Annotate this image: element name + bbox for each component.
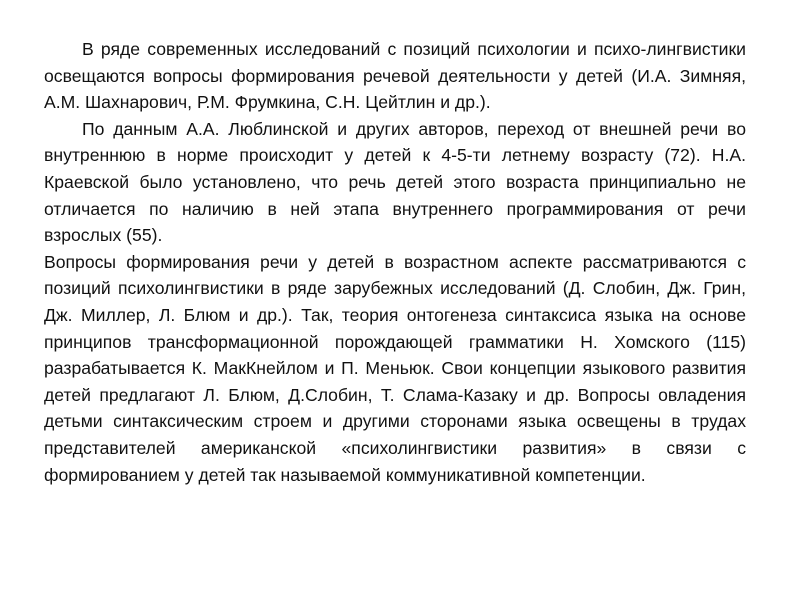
paragraph-1: В ряде современных исследований с позиций психологии и психо-лингвистики освещаются вопросы формирования речевой деятельности у детей (И.А. Зимняя, А.М. Шахнарович, Р.М. Фрумкина, С.Н. Цейтлин и др.). [44, 39, 746, 113]
paragraph-2: По данным А.А. Люблинской и других авторов, переход от внешней речи во внутреннюю в норме происходит у детей к 4-5-ти летнему возрасту (72). Н.А. Краевской было установлено, что речь детей этого возраста принципиально не отличается по наличию в ней этапа внутреннего программирования от речи взрослых (55). [44, 118, 746, 246]
paragraph-3: Вопросы формирования речи у детей в возрастном аспекте рассматриваются с позиций психолингвистики в ряде зарубежных исследований (Д. Слобин, Дж. Грин, Дж. Миллер, Л. Блюм и др.). Так, теория онтогенеза синтаксиса языка на основе принципов трансформационной порождающей грамматики Н. Хомского (115) разрабатывается К. МакКнейлом и П. Меньюк. Свои концепции языкового развития детей предлагают Л. Блюм, Д.Слобин, Т. Слама-Казаку и др. Вопросы овладения детьми синтаксическим строем и другими сторонами языка освещены в трудах представителей американской «психолингвистики развития» в связи с формированием у детей так называемой коммуникативной компетенции. [44, 251, 746, 485]
text-body [44, 36, 746, 488]
